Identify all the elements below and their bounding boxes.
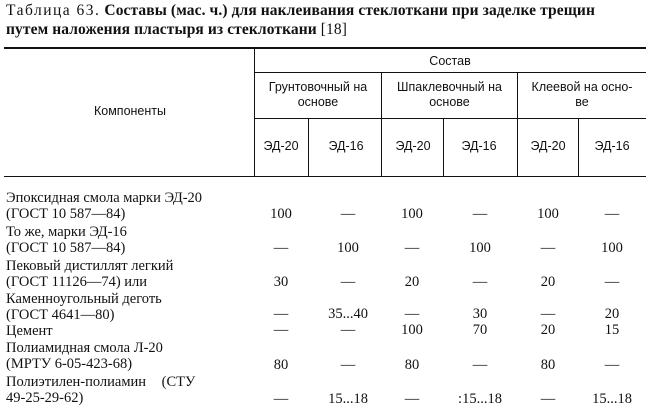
sub-header-6: ЭД-16 — [594, 139, 630, 153]
cell-r5-c6: 15 — [604, 322, 620, 338]
cell-r5-c1: — — [273, 322, 289, 338]
cell-r3-c2: — — [340, 274, 356, 290]
cell-r4-c2: 35...40 — [328, 306, 368, 322]
row-1-name-line1: Эпоксидная смола марки ЭД-20 — [6, 190, 203, 206]
group-header-primer-line2: основе — [297, 95, 339, 109]
table-caption-line-2 — [6, 21, 347, 38]
group-header-putty-line1: Шпаклевочный на — [397, 80, 502, 94]
group-header-glue-line1: Клеевой на осно- — [531, 80, 633, 94]
cell-r1-c5: 100 — [537, 206, 559, 222]
cell-r1-c4: — — [472, 206, 488, 222]
row-2-name-line1: То же, марки ЭД-16 — [6, 224, 127, 240]
cell-r5-c5: 20 — [540, 322, 556, 338]
table-caption-line-1 — [6, 2, 595, 19]
cell-r2-c3: — — [404, 240, 420, 256]
row-4-name — [6, 291, 162, 323]
cell-r5-c3: 100 — [401, 322, 423, 338]
cell-r7-c5: — — [540, 391, 556, 407]
cell-r7-c3: — — [404, 391, 420, 407]
table-title-part-2: путем наложения пластыря из стеклоткани — [6, 21, 317, 38]
group-header-primer-line1: Грунтовочный на — [268, 80, 368, 94]
sub-header-1: ЭД-20 — [263, 139, 299, 153]
cell-r3-c3: 20 — [404, 274, 420, 290]
row-7-name-line1: Полиэтилен-полиамин (СТУ — [6, 374, 196, 390]
sub-divider-2 — [443, 118, 444, 176]
table-reference: [18] — [320, 21, 347, 38]
row-3-name-line1: Пековый дистиллят легкий — [6, 258, 174, 274]
cell-r4-c4: 30 — [472, 306, 488, 322]
composition-header: Состав — [429, 54, 471, 68]
cell-r3-c5: 20 — [540, 274, 556, 290]
cell-r6-c1: 80 — [273, 357, 289, 373]
sub-header-4: ЭД-16 — [461, 139, 497, 153]
row-5-name — [6, 323, 53, 339]
sub-header-3: ЭД-20 — [395, 139, 431, 153]
cell-r2-c2: 100 — [337, 240, 359, 256]
row-7-name — [6, 374, 252, 406]
row-5-name-line1: Цемент — [6, 323, 53, 339]
row-7-name-line1-wrap — [6, 374, 252, 390]
row-4-name-line2: (ГОСТ 4641—80) — [6, 307, 115, 323]
row-1-name — [6, 190, 202, 222]
cell-r6-c6: — — [604, 357, 620, 373]
cell-r3-c4: — — [472, 274, 488, 290]
composition-rule — [254, 72, 646, 73]
top-rule — [4, 47, 646, 49]
row-6-name — [6, 340, 163, 372]
header-bottom-rule — [4, 176, 646, 177]
cell-r1-c3: 100 — [401, 206, 423, 222]
cell-r2-c4: 100 — [469, 240, 491, 256]
cell-r3-c1: 30 — [273, 274, 289, 290]
group-header-putty — [382, 80, 517, 110]
row-6-name-line1: Полиамидная смола Л-20 — [6, 340, 163, 356]
cell-r2-c1: — — [273, 240, 289, 256]
components-header: Компоненты — [93, 104, 166, 118]
cell-r4-c1: — — [273, 306, 289, 322]
sub-header-2: ЭД-16 — [328, 139, 364, 153]
cell-r1-c6: — — [604, 206, 620, 222]
cell-r4-c5: — — [540, 306, 556, 322]
cell-r5-c2: — — [340, 322, 356, 338]
sub-header-5: ЭД-20 — [530, 139, 566, 153]
row-3-name — [6, 258, 173, 290]
row-4-name-line1: Каменноугольный деготь — [6, 291, 162, 307]
row-2-name-line2: (ГОСТ 10 587—84) — [6, 240, 126, 256]
cell-r7-c6: 15...18 — [592, 391, 632, 407]
row-2-name — [6, 224, 127, 256]
cell-r7-c1: — — [273, 391, 289, 407]
cell-r1-c2: — — [340, 206, 356, 222]
group-header-glue — [518, 80, 646, 110]
cell-r4-c3: — — [404, 306, 420, 322]
cell-r5-c4: 70 — [472, 322, 488, 338]
row-6-name-line2: (МРТУ 6-05-423-68) — [6, 356, 133, 372]
row-3-name-line2: (ГОСТ 11126—74) или — [6, 274, 148, 290]
cell-r7-c2: 15...18 — [328, 391, 368, 407]
cell-r7-c4: :15...18 — [458, 391, 502, 407]
groups-rule — [254, 118, 646, 119]
cell-r6-c2: — — [340, 357, 356, 373]
row-7-name-line2: 49-25-29-62) — [6, 390, 84, 406]
cell-r3-c6: — — [604, 274, 620, 290]
cell-r1-c1: 100 — [270, 206, 292, 222]
cell-r2-c6: 100 — [601, 240, 623, 256]
row-1-name-line2: (ГОСТ 10 587—84) — [6, 206, 126, 222]
group-header-primer — [255, 80, 381, 110]
sub-divider-3 — [578, 118, 579, 176]
cell-r4-c6: 20 — [604, 306, 620, 322]
cell-r6-c3: 80 — [404, 357, 420, 373]
cell-r6-c5: 80 — [540, 357, 556, 373]
table-number: Таблица 63. — [6, 2, 101, 19]
group-header-glue-line2: ве — [575, 95, 589, 109]
cell-r2-c5: — — [540, 240, 556, 256]
table-title-part-1: Составы (мас. ч.) для наклеивания стеклоткани при заделке трещин — [104, 2, 595, 19]
cell-r6-c4: — — [472, 357, 488, 373]
group-header-putty-line2: основе — [429, 95, 470, 109]
